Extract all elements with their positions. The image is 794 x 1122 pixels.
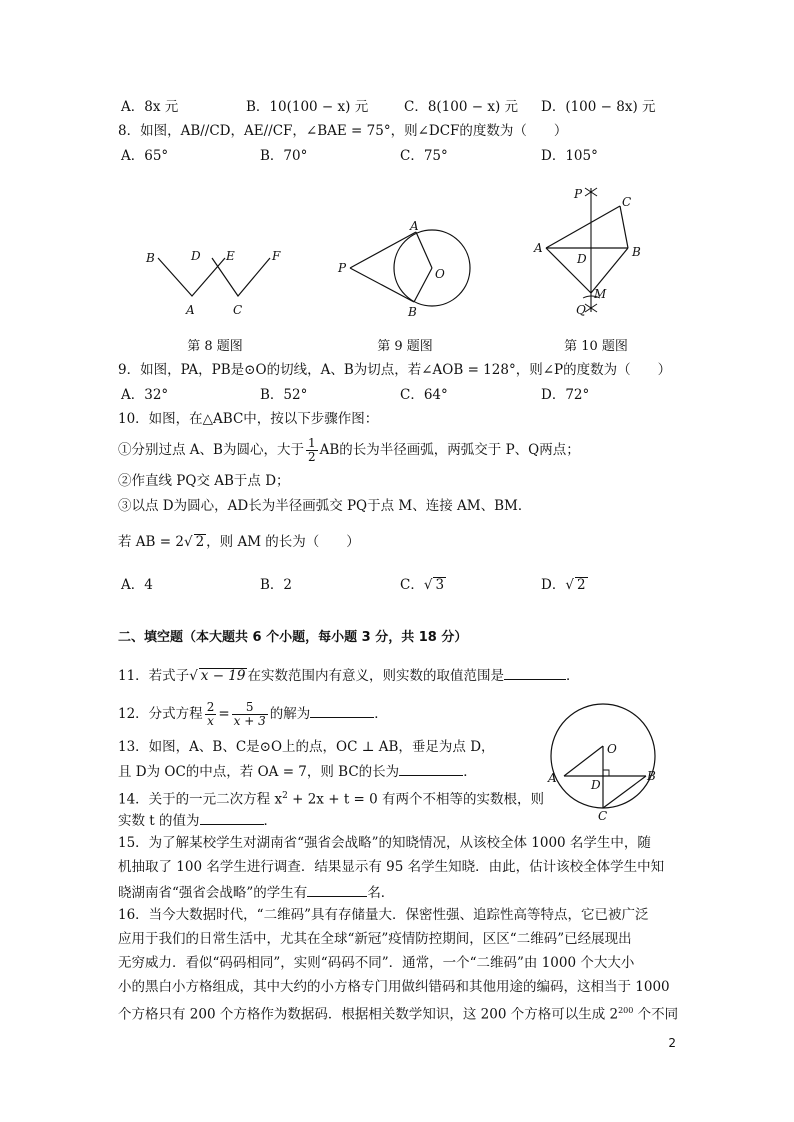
q16-line-5-post: 个不同	[633, 1006, 679, 1023]
fig13-label-b: B	[647, 769, 656, 783]
q15-answer-blank[interactable]	[307, 882, 367, 897]
q14-line-1-post: + 2x + t = 0 有两个不相等的实数根，则	[287, 791, 545, 808]
q10-option-c-radicand: 3	[435, 577, 445, 593]
q13-answer-blank[interactable]	[399, 761, 463, 776]
q10-cond-pre: 若 AB = 2	[118, 534, 184, 550]
fig13-label-o: O	[607, 742, 617, 756]
fig10-label-a: A	[534, 241, 543, 255]
figure-9-diagram	[330, 218, 480, 318]
q12-pre: 12．分式方程	[118, 706, 203, 722]
q10-step1-fraction	[306, 437, 318, 464]
q12-f2-den: x + 3	[233, 714, 266, 728]
fig9-label-b: B	[408, 305, 417, 318]
q10-frac-den: 2	[307, 450, 316, 464]
page-number: 2	[668, 1036, 676, 1050]
figure-8-diagram	[140, 240, 290, 320]
q11-pre: 11．若式子	[118, 668, 190, 684]
q14-line-1	[118, 787, 544, 809]
q9-option-d: D．72°	[541, 387, 590, 403]
fig8-label-f: F	[272, 249, 281, 263]
q10-option-d-radicand: 2	[576, 577, 586, 593]
q10-condition	[118, 533, 360, 551]
q10-stem: 10．如图，在△ABC中，按以下步骤作图：	[118, 411, 379, 427]
q16-line-4: 小的黑白小方格组成，其中大约的小方格专门用做纠错码和其他用途的编码，这相当于 1000	[118, 979, 670, 995]
q12-fraction-2	[232, 701, 268, 728]
q12-f1-den: x	[207, 714, 214, 728]
q12-post: 的解为	[269, 706, 311, 722]
fig13-label-c: C	[598, 809, 608, 823]
q7-option-a: A．8x 元	[121, 99, 179, 115]
q16-line-5-pre: 个方格只有 200 个方格作为数据码．根据相关数学知识，这 200 个方格可以生成 2	[118, 1006, 619, 1023]
q13-line-2	[118, 761, 477, 781]
fig8-label-a: A	[186, 303, 195, 317]
q9-option-c: C．64°	[400, 387, 448, 403]
figure-10-diagram	[528, 182, 648, 322]
q13-line-2-text: 且 D为 OC的中点，若 OA = 7，则 BC的长为	[118, 764, 400, 780]
q10-step3: ③以点 D为圆心，AD长为半径画弧交 PQ于点 M、连接 AM、BM．	[118, 498, 532, 514]
q12-f1-num: 2	[206, 700, 215, 714]
fig10-label-c: C	[622, 195, 632, 209]
figure-13-diagram	[540, 698, 660, 823]
q10-option-c	[400, 576, 446, 594]
fig9-label-a: A	[410, 219, 419, 233]
q16-exponent: 200	[618, 1006, 634, 1015]
q10-option-b: B．2	[260, 577, 293, 593]
q15-line-1: 15．为了解某校学生对湖南省“强省会战略”的知晓情况，从该校全体 1000 名学生中，随	[118, 835, 651, 851]
figure-9-caption: 第 9 题图	[377, 339, 433, 354]
q8-option-b: B．70°	[260, 148, 308, 164]
q13-end: ．	[463, 764, 477, 780]
q12-f2-num: 5	[232, 701, 268, 715]
fig13-label-a: A	[548, 771, 557, 785]
q11-end: ．	[565, 668, 580, 684]
figure-10-caption: 第 10 题图	[564, 339, 628, 354]
q10-frac-num: 1	[307, 436, 316, 450]
q12-end: ．	[374, 706, 388, 722]
q8-option-d: D．105°	[541, 148, 598, 164]
q8-stem: 8．如图，AB//CD，AE//CF，∠BAE = 75°，则∠DCF的度数为（ ）	[118, 123, 568, 139]
fig10-label-p: P	[574, 187, 583, 201]
q14-end: ．	[263, 813, 278, 829]
q11	[118, 665, 579, 685]
fig10-label-b: B	[632, 245, 641, 259]
q8-option-c: C．75°	[400, 148, 448, 164]
q15-line-3	[118, 882, 394, 902]
q7-option-c: C．8(100 − x) 元	[404, 99, 519, 115]
q14-line-2	[118, 810, 277, 830]
fig9-label-p: P	[338, 261, 347, 275]
q15-line-2: 机抽取了 100 名学生进行调查．结果显示有 95 名学生知晓．由此，估计该校全体学生中知	[118, 859, 665, 875]
fig8-label-d: D	[191, 249, 201, 263]
q14-answer-blank[interactable]	[200, 810, 264, 825]
q9-option-a: A．32°	[121, 387, 169, 403]
q10-option-d-sqrt-sign: √	[565, 577, 574, 593]
fig9-label-o: O	[435, 267, 445, 281]
q8-option-a: A．65°	[121, 148, 169, 164]
q7-option-b: B．10(100 − x) 元	[246, 99, 369, 115]
fig8-label-e: E	[226, 249, 235, 263]
q13-line-1: 13．如图，A、B、C是⊙O上的点，OC ⊥ AB，垂足为点 D，	[118, 739, 495, 755]
q9-option-b: B．52°	[260, 387, 308, 403]
q10-option-d-label: D．	[541, 577, 566, 593]
q12-answer-blank[interactable]	[310, 703, 374, 718]
q10-option-a: A．4	[121, 577, 153, 593]
q7-option-d: D．(100 − 8x) 元	[541, 99, 656, 115]
figure-8-caption: 第 8 题图	[187, 339, 243, 354]
q10-cond-post: ，则 AM 的长为（ ）	[206, 534, 360, 550]
q14-exponent: 2	[282, 791, 288, 801]
q10-option-c-label: C．	[400, 577, 424, 593]
q9-stem: 9．如图，PA，PB是⊙O的切线，A、B为切点，若∠AOB = 128°，则∠P的度数为（ ）	[118, 362, 672, 378]
q16-line-1: 16．当今大数据时代，“二维码”具有存储量大．保密性强、追踪性高等特点，它已被广泛	[118, 907, 649, 923]
q14-line-2-text: 实数 t 的值为	[118, 813, 200, 829]
q10-option-c-sqrt-sign: √	[423, 577, 433, 593]
q16-line-5	[118, 1002, 678, 1024]
q12	[118, 698, 388, 730]
q16-line-3: 无穷威力．看似“码码相同”，实则“码码不同”．通常，一个“二维码”由 1000 个大大小	[118, 955, 635, 971]
fig10-label-d: D	[577, 252, 587, 266]
q10-option-d	[541, 576, 588, 594]
q10-step1-pre: ①分别过点 A、B为圆心，大于	[118, 442, 304, 458]
q10-step1	[118, 434, 580, 466]
q16-line-2: 应用于我们的日常生活中，尤其在全球“新冠”疫情防控期间，区区“二维码”已经展现出	[118, 931, 632, 947]
q12-equals: =	[218, 706, 230, 722]
section-2-title: 二、填空题（本大题共 6 个小题，每小题 3 分，共 18 分）	[118, 630, 468, 645]
q10-step2: ②作直线 PQ交 AB于点 D；	[118, 473, 290, 489]
fig10-label-q: Q	[576, 303, 586, 317]
fig10-label-m: M	[594, 287, 607, 301]
q12-fraction-1	[205, 701, 217, 728]
q10-cond-sqrt-sign: √	[183, 534, 193, 550]
fig8-label-b: B	[146, 251, 155, 265]
q11-sqrt-sign: √	[189, 668, 198, 684]
q11-answer-blank[interactable]	[504, 665, 566, 680]
fig8-label-c: C	[233, 303, 243, 317]
q10-step1-post: AB的长为半径画弧，两弧交于 P、Q两点；	[319, 442, 580, 458]
q11-post: 在实数范围内有意义，则实数的取值范围是	[247, 668, 504, 684]
fig13-label-d: D	[591, 778, 601, 792]
q11-radicand: x − 19	[200, 668, 246, 684]
q15-line-3-pre: 晓湖南省“强省会战略”的学生有	[118, 885, 308, 901]
q10-cond-radicand: 2	[195, 534, 205, 550]
q15-line-3-post: 名．	[367, 885, 395, 901]
q14-line-1-pre: 14．关于的一元二次方程 x	[118, 791, 283, 808]
